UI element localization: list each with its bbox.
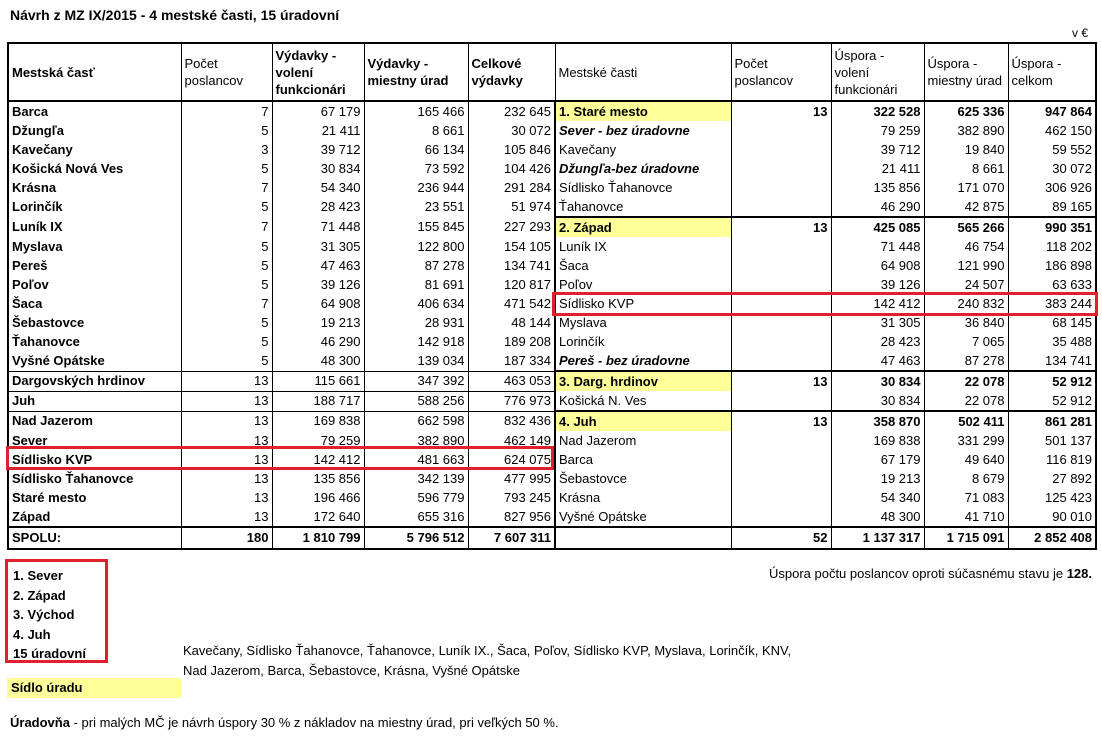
- value-cell: 187 334: [468, 351, 555, 371]
- value-cell: 28 423: [272, 197, 364, 217]
- region-name-cell: 1. Staré mesto: [555, 101, 731, 121]
- value-cell: 471 542: [468, 294, 555, 313]
- value-cell: 477 995: [468, 469, 555, 488]
- savings-cell: 116 819: [1008, 450, 1096, 469]
- table-row: [8, 391, 1096, 411]
- savings-cell: 52 912: [1008, 391, 1096, 411]
- table-row: [8, 101, 1096, 121]
- region-name-cell: Luník IX: [555, 237, 731, 256]
- region-name-cell: Lorinčík: [555, 332, 731, 351]
- legend-item: 15 úradovní: [13, 646, 86, 661]
- value-cell: 54 340: [272, 178, 364, 197]
- savings-cell: 142 412: [831, 294, 924, 313]
- value-cell: 21 411: [272, 121, 364, 140]
- savings-cell: [731, 391, 831, 411]
- savings-cell: 19 213: [831, 469, 924, 488]
- value-cell: 64 908: [272, 294, 364, 313]
- district-name-cell: Vyšné Opátske: [8, 351, 181, 371]
- district-name-cell: Krásna: [8, 178, 181, 197]
- region-name-cell: 2. Západ: [555, 217, 731, 237]
- savings-cell: 383 244: [1008, 294, 1096, 313]
- value-cell: 122 800: [364, 237, 468, 256]
- savings-cell: [731, 332, 831, 351]
- district-name-cell: Pereš: [8, 256, 181, 275]
- table-row: [8, 256, 1096, 275]
- savings-cell: 382 890: [924, 121, 1008, 140]
- savings-cell: [731, 431, 831, 450]
- total-value-cell: 52: [731, 527, 831, 549]
- value-cell: 87 278: [364, 256, 468, 275]
- value-cell: 169 838: [272, 411, 364, 431]
- savings-cell: 169 838: [831, 431, 924, 450]
- value-cell: 655 316: [364, 507, 468, 527]
- value-cell: 5: [181, 237, 272, 256]
- savings-cell: 31 305: [831, 313, 924, 332]
- savings-cell: 46 290: [831, 197, 924, 217]
- savings-cell: 79 259: [831, 121, 924, 140]
- highlight-sidlisko-kvp-right: [552, 292, 1098, 316]
- total-value-cell: 1 137 317: [831, 527, 924, 549]
- value-cell: 227 293: [468, 217, 555, 237]
- value-cell: 139 034: [364, 351, 468, 371]
- savings-cell: [731, 178, 831, 197]
- value-cell: 827 956: [468, 507, 555, 527]
- header-cell: Úspora - volení funkcionári: [831, 43, 924, 101]
- savings-note-value: 128.: [1066, 566, 1092, 581]
- value-cell: 81 691: [364, 275, 468, 294]
- region-name-cell: Krásna: [555, 488, 731, 507]
- savings-cell: [731, 237, 831, 256]
- office-list: [183, 641, 791, 681]
- legend-item: 1. Sever: [13, 568, 63, 583]
- savings-cell: [731, 140, 831, 159]
- savings-cell: 67 179: [831, 450, 924, 469]
- value-cell: 67 179: [272, 101, 364, 121]
- value-cell: 47 463: [272, 256, 364, 275]
- seat-label: Sídlo úradu: [7, 678, 181, 698]
- savings-cell: 22 078: [924, 371, 1008, 391]
- value-cell: 134 741: [468, 256, 555, 275]
- savings-cell: 135 856: [831, 178, 924, 197]
- value-cell: 115 661: [272, 371, 364, 391]
- value-cell: 28 931: [364, 313, 468, 332]
- savings-cell: 331 299: [924, 431, 1008, 450]
- table-row: [8, 411, 1096, 431]
- savings-cell: [731, 159, 831, 178]
- savings-cell: 13: [731, 371, 831, 391]
- savings-cell: 30 834: [831, 391, 924, 411]
- savings-cell: 47 463: [831, 351, 924, 371]
- savings-cell: 30 072: [1008, 159, 1096, 178]
- value-cell: 120 817: [468, 275, 555, 294]
- table-row: [8, 197, 1096, 217]
- value-cell: 624 075: [468, 450, 555, 469]
- savings-cell: 565 266: [924, 217, 1008, 237]
- legend-box: [5, 559, 108, 663]
- value-cell: 189 208: [468, 332, 555, 351]
- savings-cell: 41 710: [924, 507, 1008, 527]
- savings-cell: 13: [731, 101, 831, 121]
- region-name-cell: Vyšné Opátske: [555, 507, 731, 527]
- savings-cell: 71 448: [831, 237, 924, 256]
- value-cell: 7: [181, 101, 272, 121]
- value-cell: 13: [181, 371, 272, 391]
- region-name-cell: 4. Juh: [555, 411, 731, 431]
- value-cell: 596 779: [364, 488, 468, 507]
- value-cell: 46 290: [272, 332, 364, 351]
- value-cell: 5: [181, 332, 272, 351]
- region-name-cell: Kavečany: [555, 140, 731, 159]
- savings-cell: [731, 469, 831, 488]
- legend-item: 4. Juh: [13, 626, 51, 642]
- header-cell: Úspora - miestny úrad: [924, 43, 1008, 101]
- value-cell: 232 645: [468, 101, 555, 121]
- value-cell: 13: [181, 469, 272, 488]
- total-value-cell: 2 852 408: [1008, 527, 1096, 549]
- savings-cell: 63 633: [1008, 275, 1096, 294]
- region-name-cell: Šebastovce: [555, 469, 731, 488]
- savings-cell: 13: [731, 411, 831, 431]
- table-row: [8, 507, 1096, 527]
- district-name-cell: Poľov: [8, 275, 181, 294]
- savings-cell: 24 507: [924, 275, 1008, 294]
- savings-cell: 947 864: [1008, 101, 1096, 121]
- value-cell: 172 640: [272, 507, 364, 527]
- value-cell: 30 834: [272, 159, 364, 178]
- value-cell: 5: [181, 275, 272, 294]
- savings-cell: 35 488: [1008, 332, 1096, 351]
- value-cell: 5: [181, 159, 272, 178]
- region-name-cell: Barca: [555, 450, 731, 469]
- region-name-cell: Sever - bez úradovne: [555, 121, 731, 140]
- table-row: [8, 217, 1096, 237]
- savings-cell: 306 926: [1008, 178, 1096, 197]
- value-cell: 48 300: [272, 351, 364, 371]
- district-name-cell: Staré mesto: [8, 488, 181, 507]
- savings-cell: 186 898: [1008, 256, 1096, 275]
- table-row: [8, 159, 1096, 178]
- value-cell: 793 245: [468, 488, 555, 507]
- district-name-cell: Dargovských hrdinov: [8, 371, 181, 391]
- value-cell: 347 392: [364, 371, 468, 391]
- district-name-cell: Košická Nová Ves: [8, 159, 181, 178]
- value-cell: 5: [181, 313, 272, 332]
- savings-cell: 125 423: [1008, 488, 1096, 507]
- value-cell: 142 918: [364, 332, 468, 351]
- value-cell: 154 105: [468, 237, 555, 256]
- value-cell: 236 944: [364, 178, 468, 197]
- value-cell: 39 712: [272, 140, 364, 159]
- value-cell: 79 259: [272, 431, 364, 450]
- total-value-cell: 1 715 091: [924, 527, 1008, 549]
- district-name-cell: Barca: [8, 101, 181, 121]
- savings-cell: 39 712: [831, 140, 924, 159]
- savings-cell: 42 875: [924, 197, 1008, 217]
- value-cell: 291 284: [468, 178, 555, 197]
- value-cell: 23 551: [364, 197, 468, 217]
- district-name-cell: Šebastovce: [8, 313, 181, 332]
- value-cell: 196 466: [272, 488, 364, 507]
- region-name-cell: Košická N. Ves: [555, 391, 731, 411]
- value-cell: 135 856: [272, 469, 364, 488]
- value-cell: 13: [181, 488, 272, 507]
- savings-cell: 21 411: [831, 159, 924, 178]
- total-label-cell: [555, 527, 731, 549]
- region-name-cell: Džungľa-bez úradovne: [555, 159, 731, 178]
- value-cell: 463 053: [468, 371, 555, 391]
- value-cell: 462 149: [468, 431, 555, 450]
- savings-cell: 358 870: [831, 411, 924, 431]
- savings-cell: 89 165: [1008, 197, 1096, 217]
- savings-note-text: Úspora počtu poslancov oproti súčasnému stavu je: [768, 566, 1067, 581]
- savings-cell: 322 528: [831, 101, 924, 121]
- region-name-cell: Sídlisko KVP: [555, 294, 731, 313]
- value-cell: 71 448: [272, 217, 364, 237]
- region-name-cell: 3. Darg. hrdinov: [555, 371, 731, 391]
- savings-cell: 28 423: [831, 332, 924, 351]
- savings-cell: 861 281: [1008, 411, 1096, 431]
- savings-cell: [731, 488, 831, 507]
- value-cell: 382 890: [364, 431, 468, 450]
- savings-cell: 121 990: [924, 256, 1008, 275]
- district-name-cell: Šaca: [8, 294, 181, 313]
- highlight-sidlisko-kvp-left: [6, 446, 554, 470]
- savings-cell: [731, 121, 831, 140]
- header-row: [8, 43, 1096, 101]
- region-name-cell: Šaca: [555, 256, 731, 275]
- value-cell: 13: [181, 507, 272, 527]
- savings-cell: 462 150: [1008, 121, 1096, 140]
- savings-cell: [731, 507, 831, 527]
- savings-cell: 64 908: [831, 256, 924, 275]
- total-value-cell: 7 607 311: [468, 527, 555, 549]
- savings-cell: 46 754: [924, 237, 1008, 256]
- region-name-cell: Pereš - bez úradovne: [555, 351, 731, 371]
- region-name-cell: Nad Jazerom: [555, 431, 731, 450]
- office-list-line: Nad Jazerom, Barca, Šebastovce, Krásna, Vyšné Opátske: [183, 663, 520, 678]
- savings-cell: 625 336: [924, 101, 1008, 121]
- savings-cell: 118 202: [1008, 237, 1096, 256]
- savings-cell: 59 552: [1008, 140, 1096, 159]
- value-cell: 155 845: [364, 217, 468, 237]
- region-name-cell: Poľov: [555, 275, 731, 294]
- table-row: [8, 332, 1096, 351]
- savings-cell: 240 832: [924, 294, 1008, 313]
- value-cell: 39 126: [272, 275, 364, 294]
- savings-cell: [731, 351, 831, 371]
- value-cell: 8 661: [364, 121, 468, 140]
- value-cell: 13: [181, 431, 272, 450]
- legend-item: 2. Západ: [13, 587, 66, 603]
- savings-cell: 54 340: [831, 488, 924, 507]
- header-cell: Mestské časti: [555, 43, 731, 101]
- savings-cell: 68 145: [1008, 313, 1096, 332]
- table-row: [8, 178, 1096, 197]
- total-value-cell: 180: [181, 527, 272, 549]
- header-cell: Výdavky - volení funkcionári: [272, 43, 364, 101]
- savings-cell: 49 640: [924, 450, 1008, 469]
- page-title: Návrh z MZ IX/2015 - 4 mestské časti, 15 úradovní: [10, 7, 340, 23]
- district-name-cell: Juh: [8, 391, 181, 411]
- footnote: [10, 715, 559, 730]
- savings-cell: 36 840: [924, 313, 1008, 332]
- value-cell: 5: [181, 121, 272, 140]
- savings-cell: 48 300: [831, 507, 924, 527]
- savings-cell: 8 679: [924, 469, 1008, 488]
- district-name-cell: Kavečany: [8, 140, 181, 159]
- savings-cell: 502 411: [924, 411, 1008, 431]
- value-cell: 165 466: [364, 101, 468, 121]
- table-row: [8, 351, 1096, 371]
- savings-cell: [731, 256, 831, 275]
- office-list-line: Kavečany, Sídlisko Ťahanovce, Ťahanovce, Luník IX., Šaca, Poľov, Sídlisko KVP, Myslava, Lorinčík, KNV,: [183, 643, 792, 658]
- value-cell: 662 598: [364, 411, 468, 431]
- savings-cell: 87 278: [924, 351, 1008, 371]
- region-name-cell: Sídlisko Ťahanovce: [555, 178, 731, 197]
- district-name-cell: Myslava: [8, 237, 181, 256]
- value-cell: 105 846: [468, 140, 555, 159]
- value-cell: 48 144: [468, 313, 555, 332]
- total-value-cell: 1 810 799: [272, 527, 364, 549]
- table-row: [8, 121, 1096, 140]
- savings-cell: 171 070: [924, 178, 1008, 197]
- value-cell: 30 072: [468, 121, 555, 140]
- value-cell: 342 139: [364, 469, 468, 488]
- table-row: [8, 371, 1096, 391]
- header-cell: Počet poslancov: [181, 43, 272, 101]
- header-cell: Úspora - celkom: [1008, 43, 1096, 101]
- table-row: [8, 237, 1096, 256]
- footnote-term: Úradovňa: [10, 715, 70, 730]
- table-row: [8, 488, 1096, 507]
- table-row: [8, 140, 1096, 159]
- value-cell: 73 592: [364, 159, 468, 178]
- savings-note: [769, 566, 1092, 581]
- savings-cell: 30 834: [831, 371, 924, 391]
- savings-cell: 134 741: [1008, 351, 1096, 371]
- value-cell: 832 436: [468, 411, 555, 431]
- savings-cell: 990 351: [1008, 217, 1096, 237]
- value-cell: 588 256: [364, 391, 468, 411]
- value-cell: 776 973: [468, 391, 555, 411]
- savings-cell: 501 137: [1008, 431, 1096, 450]
- savings-cell: 27 892: [1008, 469, 1096, 488]
- savings-cell: 90 010: [1008, 507, 1096, 527]
- header-cell: Výdavky - miestny úrad: [364, 43, 468, 101]
- total-value-cell: 5 796 512: [364, 527, 468, 549]
- total-row: [8, 527, 1096, 549]
- table-row: [8, 469, 1096, 488]
- value-cell: 7: [181, 217, 272, 237]
- value-cell: 51 974: [468, 197, 555, 217]
- value-cell: 7: [181, 294, 272, 313]
- value-cell: 188 717: [272, 391, 364, 411]
- savings-cell: [731, 197, 831, 217]
- value-cell: 13: [181, 411, 272, 431]
- district-name-cell: Sídlisko Ťahanovce: [8, 469, 181, 488]
- value-cell: 31 305: [272, 237, 364, 256]
- header-cell: Počet poslancov: [731, 43, 831, 101]
- savings-cell: 8 661: [924, 159, 1008, 178]
- district-name-cell: Sever: [8, 431, 181, 450]
- district-name-cell: Ťahanovce: [8, 332, 181, 351]
- district-name-cell: Nad Jazerom: [8, 411, 181, 431]
- district-name-cell: Džungľa: [8, 121, 181, 140]
- value-cell: 5: [181, 256, 272, 275]
- value-cell: 7: [181, 178, 272, 197]
- value-cell: 104 426: [468, 159, 555, 178]
- district-name-cell: Luník IX: [8, 217, 181, 237]
- value-cell: 481 663: [364, 450, 468, 469]
- value-cell: 5: [181, 351, 272, 371]
- value-cell: 406 634: [364, 294, 468, 313]
- savings-cell: 22 078: [924, 391, 1008, 411]
- district-name-cell: Sídlisko KVP: [8, 450, 181, 469]
- value-cell: 13: [181, 391, 272, 411]
- total-label-cell: SPOLU:: [8, 527, 181, 549]
- savings-cell: 52 912: [1008, 371, 1096, 391]
- header-cell: Mestská časť: [8, 43, 181, 101]
- district-name-cell: Západ: [8, 507, 181, 527]
- value-cell: 19 213: [272, 313, 364, 332]
- footnote-text: - pri malých MČ je návrh úspory 30 % z nákladov na miestny úrad, pri veľkých 50 %.: [69, 715, 559, 730]
- region-name-cell: Ťahanovce: [555, 197, 731, 217]
- value-cell: 13: [181, 450, 272, 469]
- savings-cell: 425 085: [831, 217, 924, 237]
- savings-cell: 39 126: [831, 275, 924, 294]
- currency-unit: v €: [1071, 26, 1088, 40]
- legend-item: 3. Východ: [13, 607, 75, 622]
- savings-cell: [731, 450, 831, 469]
- value-cell: 3: [181, 140, 272, 159]
- region-name-cell: Myslava: [555, 313, 731, 332]
- savings-cell: 71 083: [924, 488, 1008, 507]
- district-name-cell: Lorinčík: [8, 197, 181, 217]
- value-cell: 142 412: [272, 450, 364, 469]
- savings-cell: 7 065: [924, 332, 1008, 351]
- savings-cell: 13: [731, 217, 831, 237]
- value-cell: 66 134: [364, 140, 468, 159]
- value-cell: 5: [181, 197, 272, 217]
- savings-cell: 19 840: [924, 140, 1008, 159]
- header-cell: Celkové výdavky: [468, 43, 555, 101]
